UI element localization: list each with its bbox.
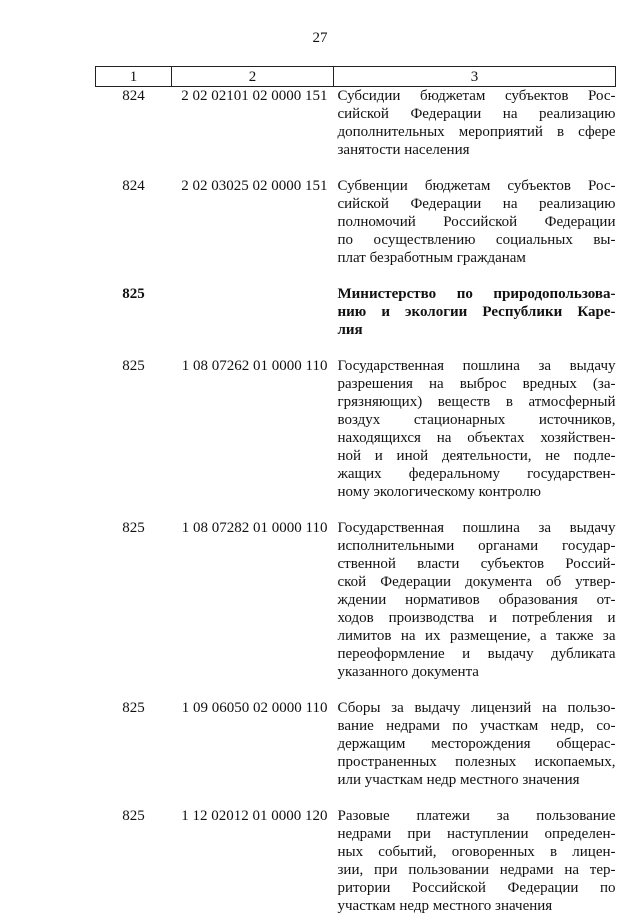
income-name-line: по осуществлению социальных вы-	[338, 231, 616, 249]
income-code-cell: 1 12 02012 01 0000 120	[172, 807, 334, 915]
budget-classification-table	[95, 66, 616, 915]
income-name-line: Министерство по природопользова-	[338, 285, 616, 303]
income-name-line: плат безработным гражданам	[338, 249, 616, 267]
income-name-line: Государственная пошлина за выдачу	[338, 519, 616, 537]
income-name-line: ходов производства и потребления и	[338, 609, 616, 627]
income-name-line: Государственная пошлина за выдачу	[338, 357, 616, 375]
admin-code-cell: 824	[96, 87, 172, 160]
income-name-line: ственной власти субъектов Россий-	[338, 555, 616, 573]
table-header-row	[96, 67, 616, 87]
income-name-line: ритории Российской Федерации по	[338, 879, 616, 897]
row-spacer-cell	[96, 681, 616, 699]
row-spacer-cell	[96, 789, 616, 807]
row-spacer-cell	[96, 159, 616, 177]
income-name-line: нию и экологии Республики Каре-	[338, 303, 616, 321]
income-name-line: недрами при наступлении определен-	[338, 825, 616, 843]
income-name-line: ждении нормативов образования от-	[338, 591, 616, 609]
income-name-line: ной и иной деятельности, не подле-	[338, 447, 616, 465]
admin-code-cell: 825	[96, 699, 172, 789]
income-code-cell: 2 02 03025 02 0000 151	[172, 177, 334, 267]
income-name-line: ному экологическому контролю	[338, 483, 616, 501]
table-row	[96, 177, 616, 267]
income-name-line: ных событий, оговоренных в лицен-	[338, 843, 616, 861]
income-name-line: исполнительными органами государ-	[338, 537, 616, 555]
income-name-line: или участкам недр местного значения	[338, 771, 616, 789]
admin-code-cell: 825	[96, 285, 172, 339]
row-spacer	[96, 159, 616, 177]
income-name-cell	[334, 285, 616, 339]
income-name-line: переоформление и выдачу дубликата	[338, 645, 616, 663]
row-spacer	[96, 501, 616, 519]
row-spacer	[96, 267, 616, 285]
income-name-cell	[334, 807, 616, 915]
income-name-line: вание недрами по участкам недр, со-	[338, 717, 616, 735]
row-spacer-cell	[96, 501, 616, 519]
admin-code-cell: 825	[96, 807, 172, 915]
income-name-line: держащим месторождения общерас-	[338, 735, 616, 753]
admin-code-cell: 825	[96, 357, 172, 501]
income-name-line: занятости населения	[338, 141, 616, 159]
income-name-cell	[334, 519, 616, 681]
income-code-cell: 2 02 02101 02 0000 151	[172, 87, 334, 160]
income-name-line: воздух стационарных источников,	[338, 411, 616, 429]
column-header-1: 1	[96, 67, 172, 87]
page-number: 27	[0, 30, 640, 47]
income-code-cell	[172, 285, 334, 339]
income-name-line: ской Федерации документа об утвер-	[338, 573, 616, 591]
row-spacer	[96, 681, 616, 699]
column-header-3: 3	[334, 67, 616, 87]
income-name-line: полномочий Российской Федерации	[338, 213, 616, 231]
row-spacer	[96, 339, 616, 357]
income-name-line: Разовые платежи за пользование	[338, 807, 616, 825]
income-name-line: находящихся на объектах хозяйствен-	[338, 429, 616, 447]
income-name-line: сийской Федерации на реализацию	[338, 195, 616, 213]
table-row	[96, 519, 616, 681]
income-name-line: указанного документа	[338, 663, 616, 681]
row-spacer-cell	[96, 339, 616, 357]
income-name-cell	[334, 87, 616, 160]
income-name-line: сийской Федерации на реализацию	[338, 105, 616, 123]
admin-code-cell: 824	[96, 177, 172, 267]
row-spacer-cell	[96, 267, 616, 285]
income-code-cell: 1 08 07262 01 0000 110	[172, 357, 334, 501]
table-body	[96, 87, 616, 915]
table-row	[96, 807, 616, 915]
income-name-line: Субвенции бюджетам субъектов Рос-	[338, 177, 616, 195]
income-code-cell: 1 08 07282 01 0000 110	[172, 519, 334, 681]
income-name-line: участкам недр местного значения	[338, 897, 616, 915]
income-name-line: лимитов на их размещение, а также за	[338, 627, 616, 645]
table-row	[96, 357, 616, 501]
income-name-line: Сборы за выдачу лицензий на пользо-	[338, 699, 616, 717]
income-name-line: лия	[338, 321, 616, 339]
income-name-cell	[334, 357, 616, 501]
income-name-line: разрешения на выброс вредных (за-	[338, 375, 616, 393]
income-name-line: Субсидии бюджетам субъектов Рос-	[338, 87, 616, 105]
table-row	[96, 285, 616, 339]
income-name-line: грязняющих) веществ в атмосферный	[338, 393, 616, 411]
row-spacer	[96, 789, 616, 807]
column-header-2: 2	[172, 67, 334, 87]
income-name-cell	[334, 699, 616, 789]
income-code-cell: 1 09 06050 02 0000 110	[172, 699, 334, 789]
table-row	[96, 87, 616, 160]
income-name-line: жащих федеральному государствен-	[338, 465, 616, 483]
admin-code-cell: 825	[96, 519, 172, 681]
income-name-cell	[334, 177, 616, 267]
income-name-line: пространенных полезных ископаемых,	[338, 753, 616, 771]
table-row	[96, 699, 616, 789]
income-name-line: зии, при пользовании недрами на тер-	[338, 861, 616, 879]
income-name-line: дополнительных мероприятий в сфере	[338, 123, 616, 141]
